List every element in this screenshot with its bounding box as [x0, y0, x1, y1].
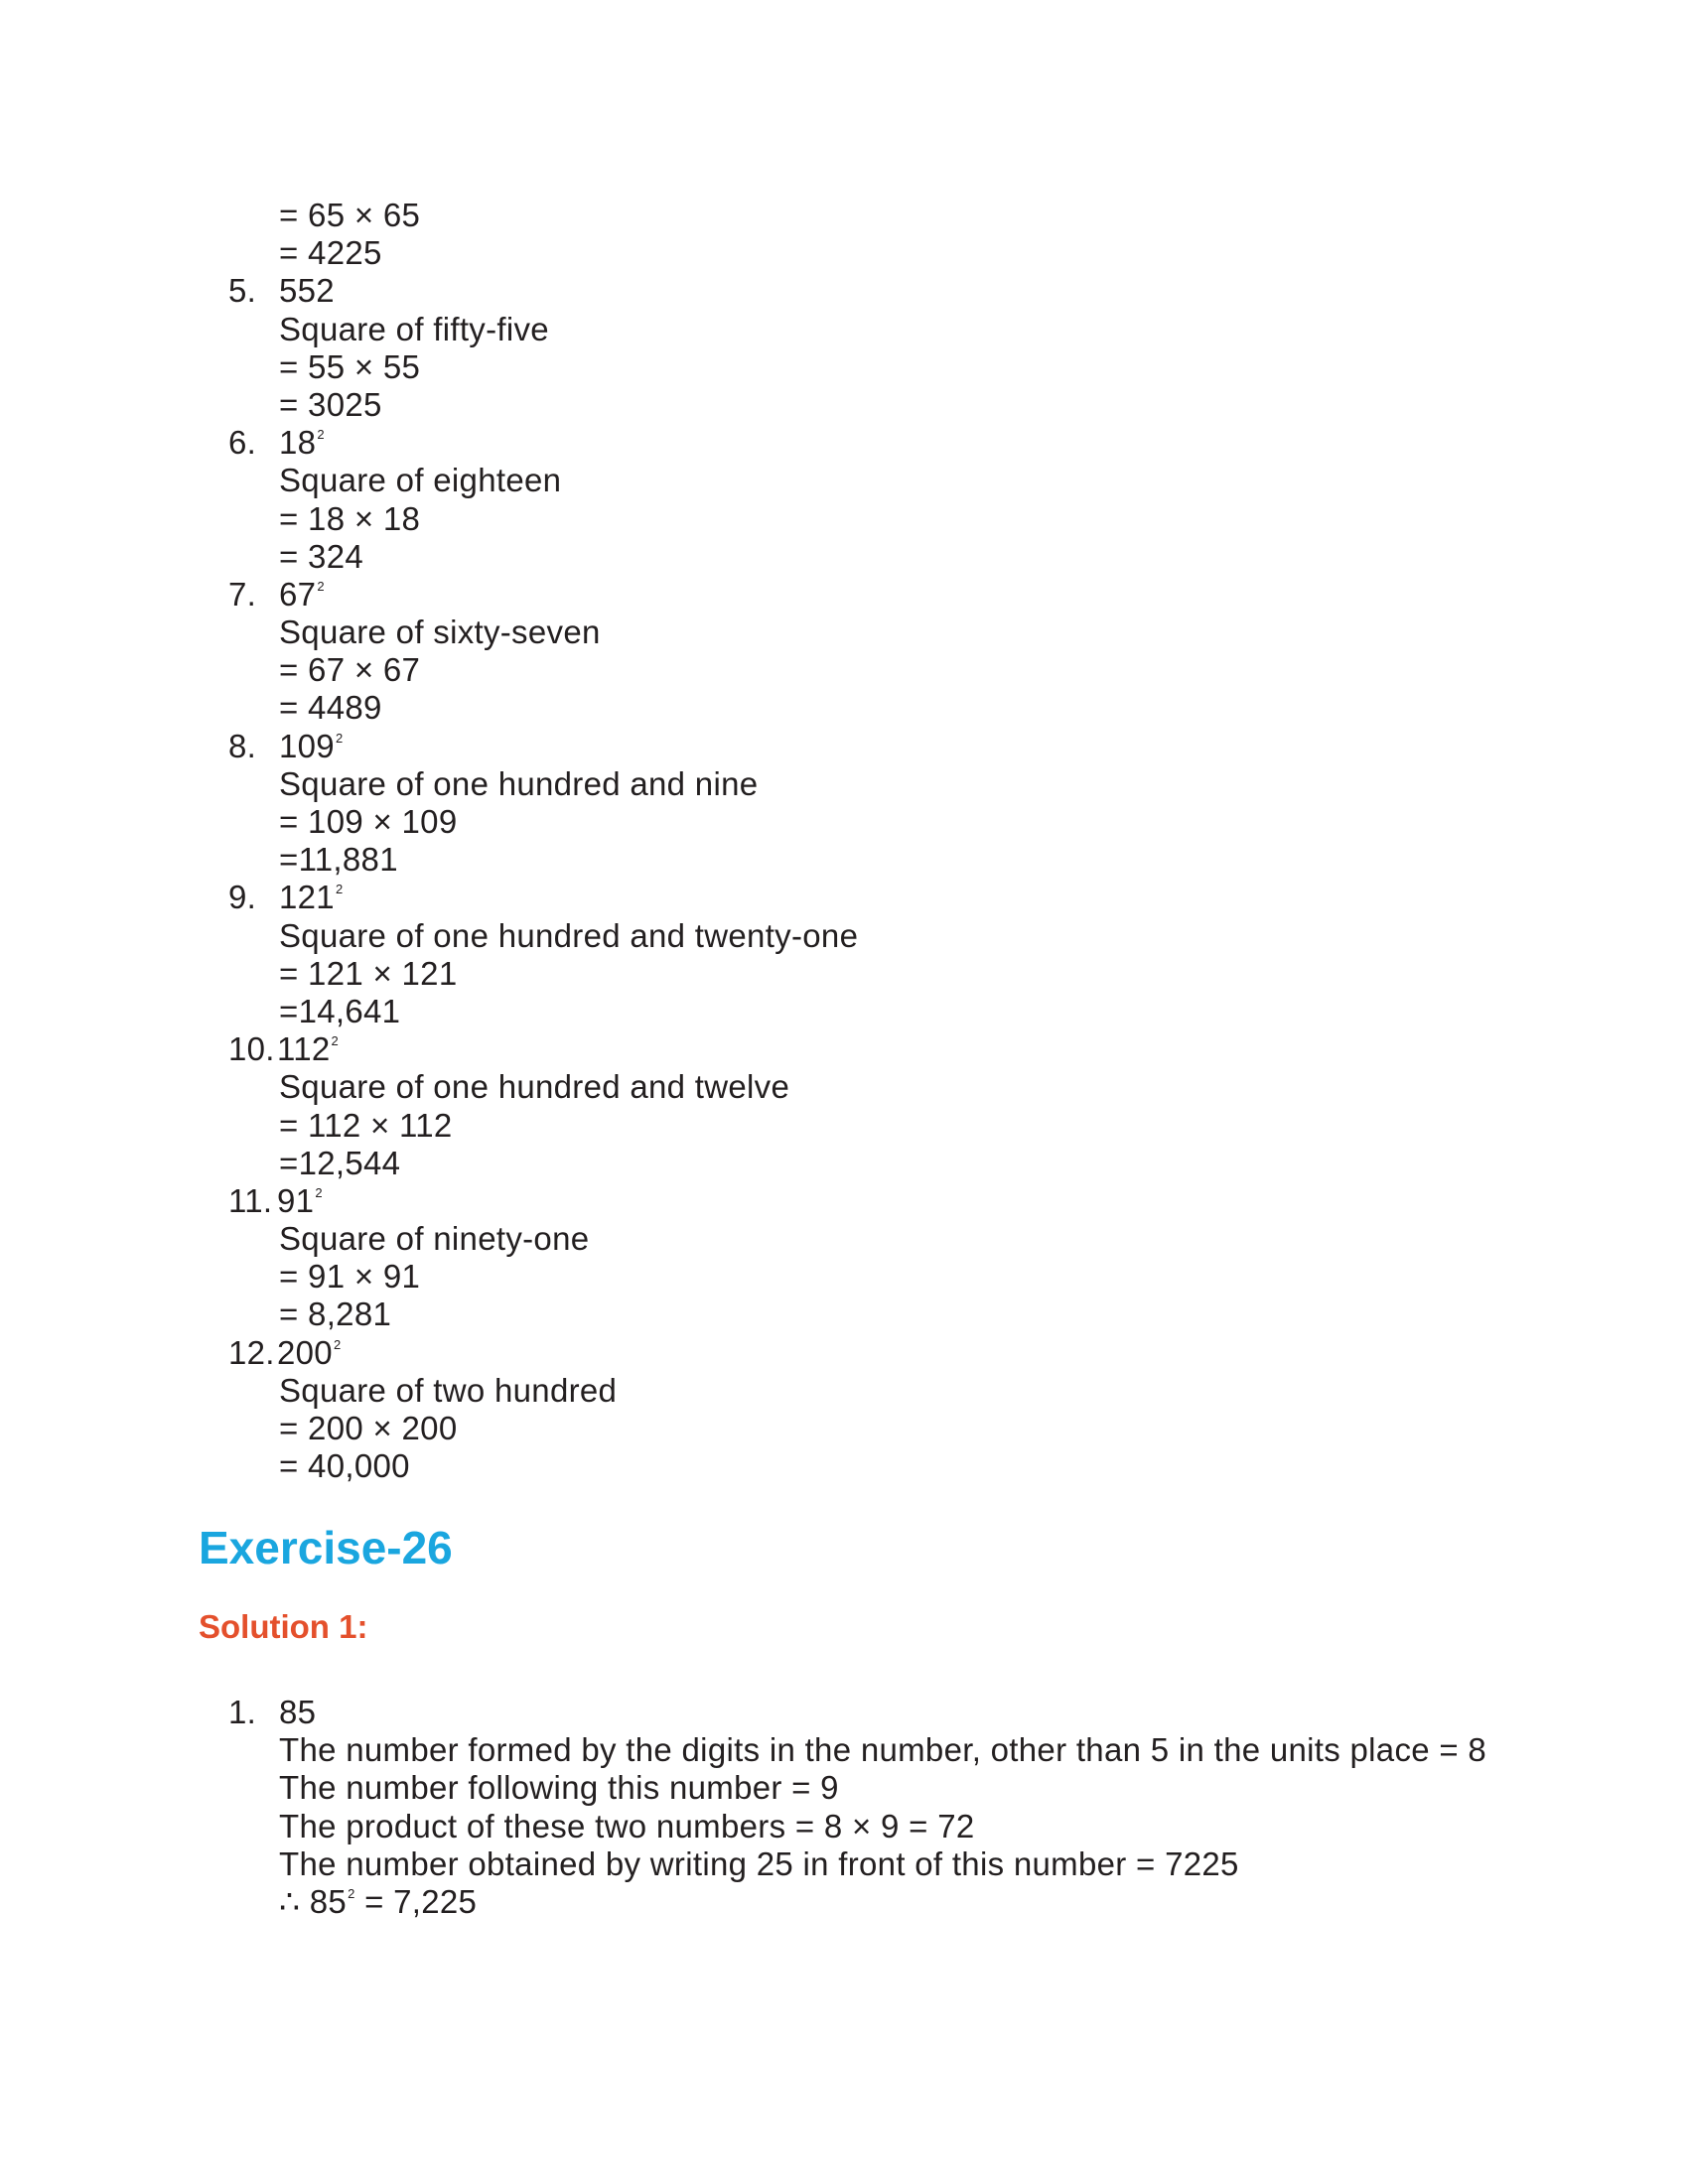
- working-line: = 109 × 109: [279, 803, 458, 841]
- working-line: =12,544: [279, 1144, 401, 1181]
- item-expression: 552: [279, 272, 335, 310]
- working-line: = 18 × 18: [279, 499, 421, 537]
- working-line: = 112 × 112: [279, 1106, 453, 1144]
- conclusion-line: [228, 1883, 1519, 1921]
- working-line: = 4489: [279, 689, 382, 727]
- item-header: [228, 1334, 1519, 1372]
- item-header: [228, 728, 1519, 765]
- continuation-block: [228, 197, 1519, 272]
- item-number: 7.: [228, 575, 257, 613]
- item-number: 8.: [228, 727, 257, 764]
- answer-list: [228, 272, 1519, 1485]
- working-line: = 200 × 200: [279, 1410, 458, 1447]
- item-header: [228, 576, 1519, 614]
- item-header: [228, 1182, 1519, 1220]
- item-number: 6.: [228, 424, 257, 462]
- working-line: = 91 × 91: [279, 1258, 421, 1296]
- therefore-expression: ∴ 85: [279, 1882, 348, 1920]
- list-item: [228, 272, 1519, 424]
- list-item: [228, 424, 1519, 576]
- working-line: The product of these two numbers = 8 × 9 = 72: [279, 1807, 975, 1844]
- item-expression: $67^2$: [279, 575, 325, 613]
- item-expression: $18^2$: [279, 424, 325, 462]
- item-number: 9.: [228, 879, 257, 916]
- list-item: [228, 576, 1519, 728]
- working-line: Square of fifty-five: [279, 310, 549, 347]
- item-number: 11.: [228, 1181, 273, 1219]
- item-expression: $109^2$: [279, 727, 344, 764]
- working-line: = 67 × 67: [279, 651, 421, 689]
- item-header: [228, 879, 1519, 916]
- working-line: Square of sixty-seven: [279, 614, 601, 651]
- working-line: Square of eighteen: [279, 462, 562, 499]
- item-expression: $91^2$: [277, 1181, 323, 1219]
- list-item: [228, 1182, 1519, 1334]
- item-header: [228, 1030, 1519, 1068]
- exponent: 2: [333, 1336, 342, 1352]
- working-line: = 40,000: [279, 1447, 410, 1485]
- exponent: 2: [335, 882, 344, 897]
- exponent: 2: [331, 1033, 340, 1049]
- working-line: =11,881: [279, 841, 398, 879]
- list-item: [228, 879, 1519, 1030]
- working-line: Square of one hundred and twelve: [279, 1068, 790, 1106]
- working-line: = 65 × 65: [279, 197, 421, 233]
- solution-heading: Solution 1:: [199, 1608, 368, 1645]
- working-line: = 55 × 55: [279, 347, 421, 385]
- working-line: = 3025: [279, 385, 382, 423]
- result-value: = 7,225: [354, 1882, 478, 1920]
- working-line: = 8,281: [279, 1296, 392, 1333]
- working-line: The number formed by the digits in the number, other than 5 in the units place = 8: [279, 1731, 1487, 1769]
- item-expression: $200^2$: [277, 1333, 342, 1371]
- list-item: [228, 1030, 1519, 1182]
- exponent: 2: [317, 578, 325, 594]
- exponent: 2: [317, 427, 325, 443]
- working-line: = 121 × 121: [279, 954, 458, 992]
- item-header: [228, 272, 1519, 310]
- item-expression: $121^2$: [279, 879, 344, 916]
- item-number: 12.: [228, 1333, 275, 1371]
- item-number: 10.: [228, 1030, 275, 1068]
- item-header: [228, 1694, 1519, 1731]
- item-header: [228, 424, 1519, 462]
- exercise-heading: Exercise-26: [199, 1522, 453, 1573]
- list-item: [228, 1334, 1519, 1486]
- exponent: 2: [348, 1885, 355, 1901]
- working-line: Square of one hundred and nine: [279, 764, 759, 802]
- list-item: [228, 1694, 1519, 1921]
- working-line: = 4225: [279, 234, 382, 272]
- working-line: =14,641: [279, 992, 401, 1029]
- item-number: 1.: [228, 1694, 257, 1730]
- working-line: Square of ninety-one: [279, 1220, 590, 1258]
- working-line: The number obtained by writing 25 in front of this number = 7225: [279, 1844, 1239, 1882]
- list-item: [228, 728, 1519, 880]
- working-line: = 324: [279, 537, 363, 575]
- working-line: The number following this number = 9: [279, 1769, 839, 1807]
- solution-list: [228, 1694, 1519, 1921]
- exponent: 2: [315, 1184, 323, 1200]
- working-line: Square of one hundred and twenty-one: [279, 916, 859, 954]
- item-expression: $112^2$: [277, 1030, 340, 1068]
- exponent: 2: [335, 730, 344, 746]
- item-number: 5.: [228, 272, 257, 310]
- item-expression: 85: [279, 1694, 317, 1730]
- working-line: Square of two hundred: [279, 1371, 618, 1409]
